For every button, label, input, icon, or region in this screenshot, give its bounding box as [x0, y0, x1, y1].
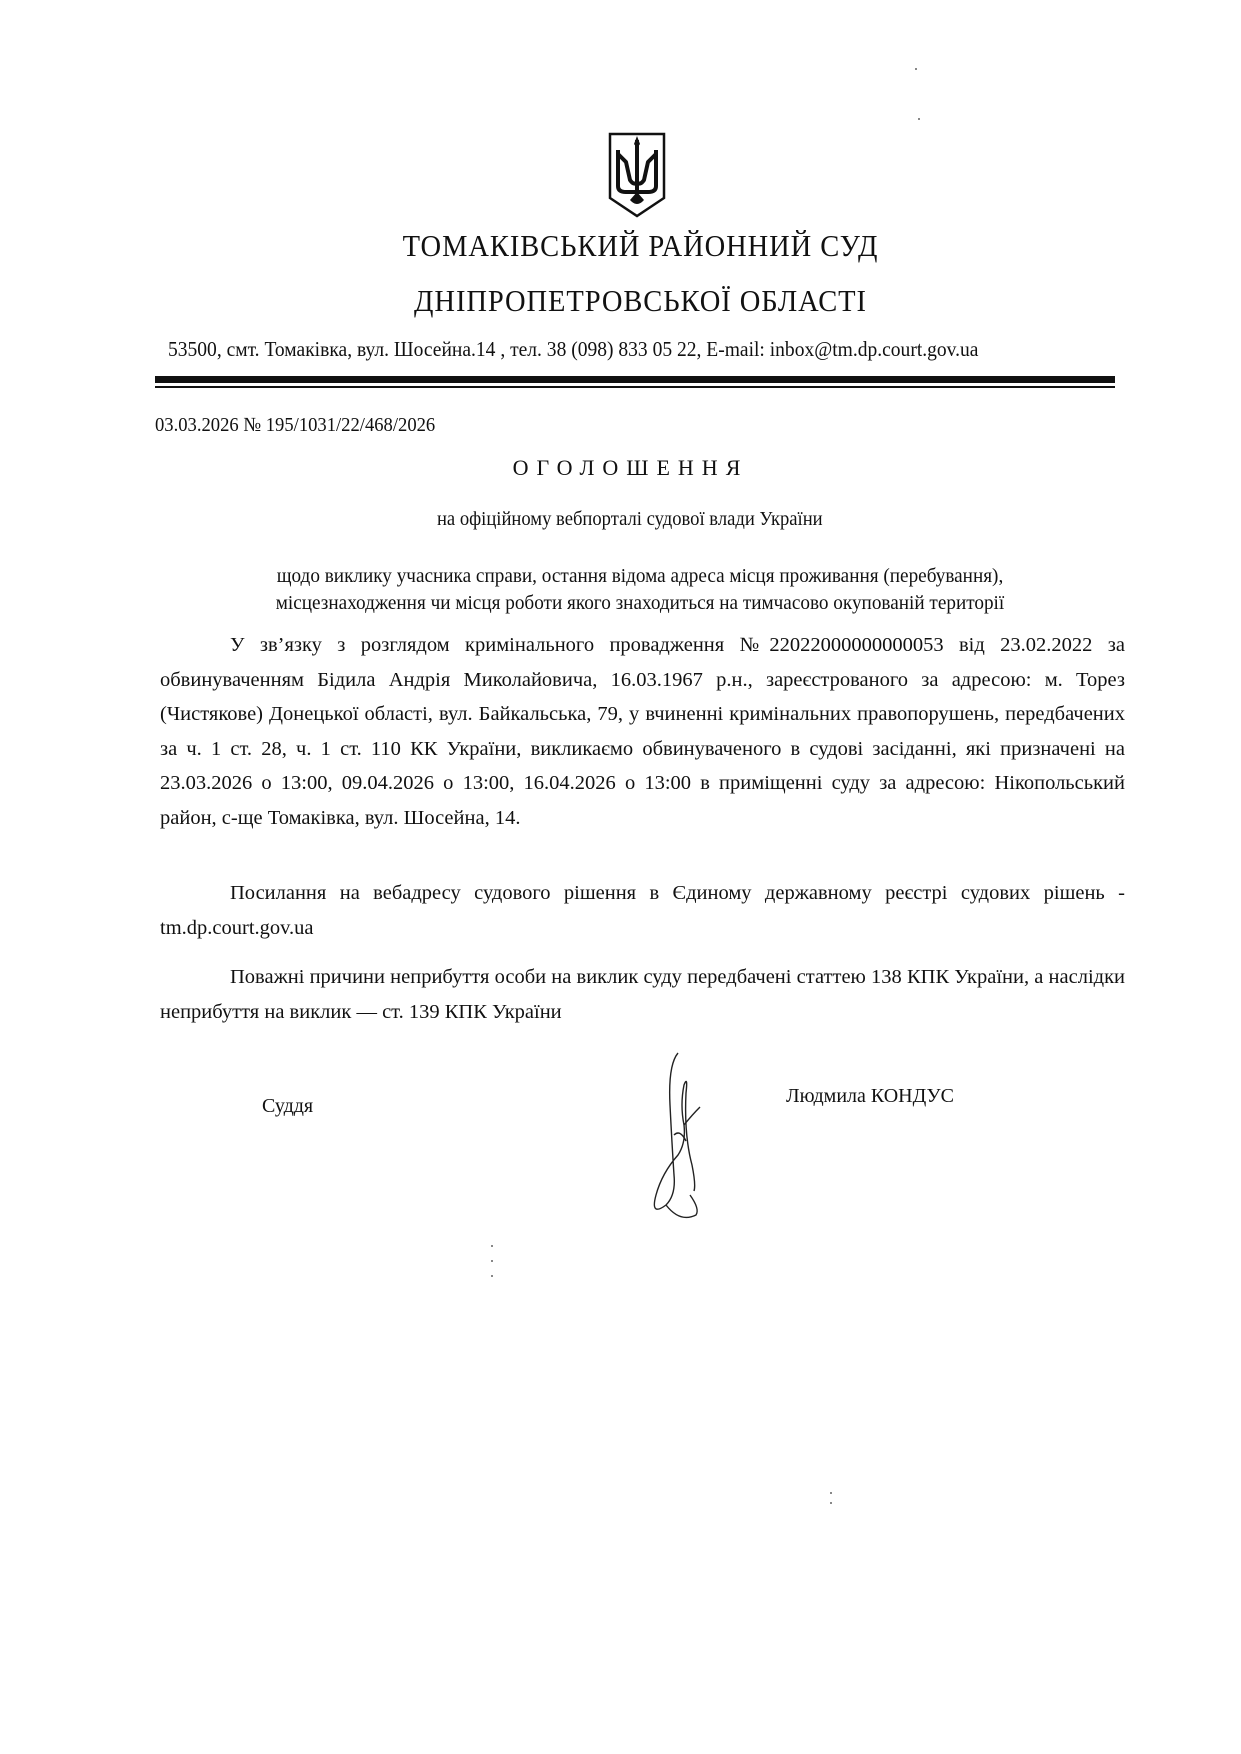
scan-artifact [830, 1492, 832, 1494]
paragraph-summons [160, 628, 1125, 835]
paragraph-absence-reasons [160, 960, 1125, 1029]
signature-icon [640, 1045, 740, 1225]
document-purpose [179, 563, 1101, 617]
signatory-name: Людмила КОНДУС [786, 1085, 954, 1107]
paragraph-summons-text: У зв’язку з розглядом кримінального провадження №22022000000000053 від 23.02.2022 за обвинуваченням Бідила Андрія Миколайовича, 16.03.1967 р.н., зареєстрованого за адресою: м. Торез (Чистякове) Донецької області, вул. Байкальська, 79, у вчиненні кримінальних правопорушень, передбачених за ч. 1 ст. 28, ч. 1 ст. 110 КК України, викликаємо обвинуваченого в судові засіданні, які призначені на 23.03.2026 о 13:00, 09.04.2026 о 13:00, 16.04.2026 о 13:00 в приміщенні суду за адресою: Нікопольський район, с-ще Томаківка, вул. Шосейна, 14. [160, 634, 1125, 829]
court-contacts: 53500, смт. Томаківка, вул. Шосейна.14 , тел. 38 (098) 833 05 22, E-mail: inbox@tm.dp.court.gov.ua [168, 337, 979, 361]
coat-of-arms-icon [608, 132, 666, 218]
document-reference: 03.03.2026 № 195/1031/22/468/2026 [155, 414, 436, 436]
purpose-line-1: щодо виклику учасника справи, остання відома адреса місця проживання (перебування), [276, 565, 1004, 587]
scan-artifact [915, 68, 917, 70]
header-divider-thick [155, 376, 1115, 383]
purpose-line-2: місцезнаходження чи місця роботи якого знаходиться на тимчасово окупованій території [275, 592, 1005, 614]
paragraph-registry-link-text: Посилання на вебадресу судового рішення в Єдиному державному реєстрі судових рішень - tm.dp.court.gov.ua [160, 882, 1125, 939]
paragraph-absence-reasons-text: Поважні причини неприбуття особи на виклик суду передбачені статтею 138 КПК України, а наслідки неприбуття на виклик — ст. 139 КПК України [160, 966, 1125, 1023]
paragraph-registry-link [160, 876, 1125, 945]
scan-artifact [491, 1245, 493, 1247]
document-title: ОГОЛОШЕННЯ [512, 455, 749, 480]
scan-artifact [918, 118, 920, 120]
scan-artifact [491, 1275, 493, 1277]
header-divider-thin [155, 386, 1115, 388]
document-subtitle: на офіційному вебпорталі судової влади України [436, 508, 823, 530]
scan-artifact [830, 1502, 832, 1504]
court-name: ТОМАКІВСЬКИЙ РАЙОННИЙ СУД [402, 228, 879, 263]
scan-artifact [491, 1260, 493, 1262]
signatory-role: Суддя [262, 1095, 314, 1117]
court-region: ДНІПРОПЕТРОВСЬКОЇ ОБЛАСТІ [414, 283, 867, 318]
